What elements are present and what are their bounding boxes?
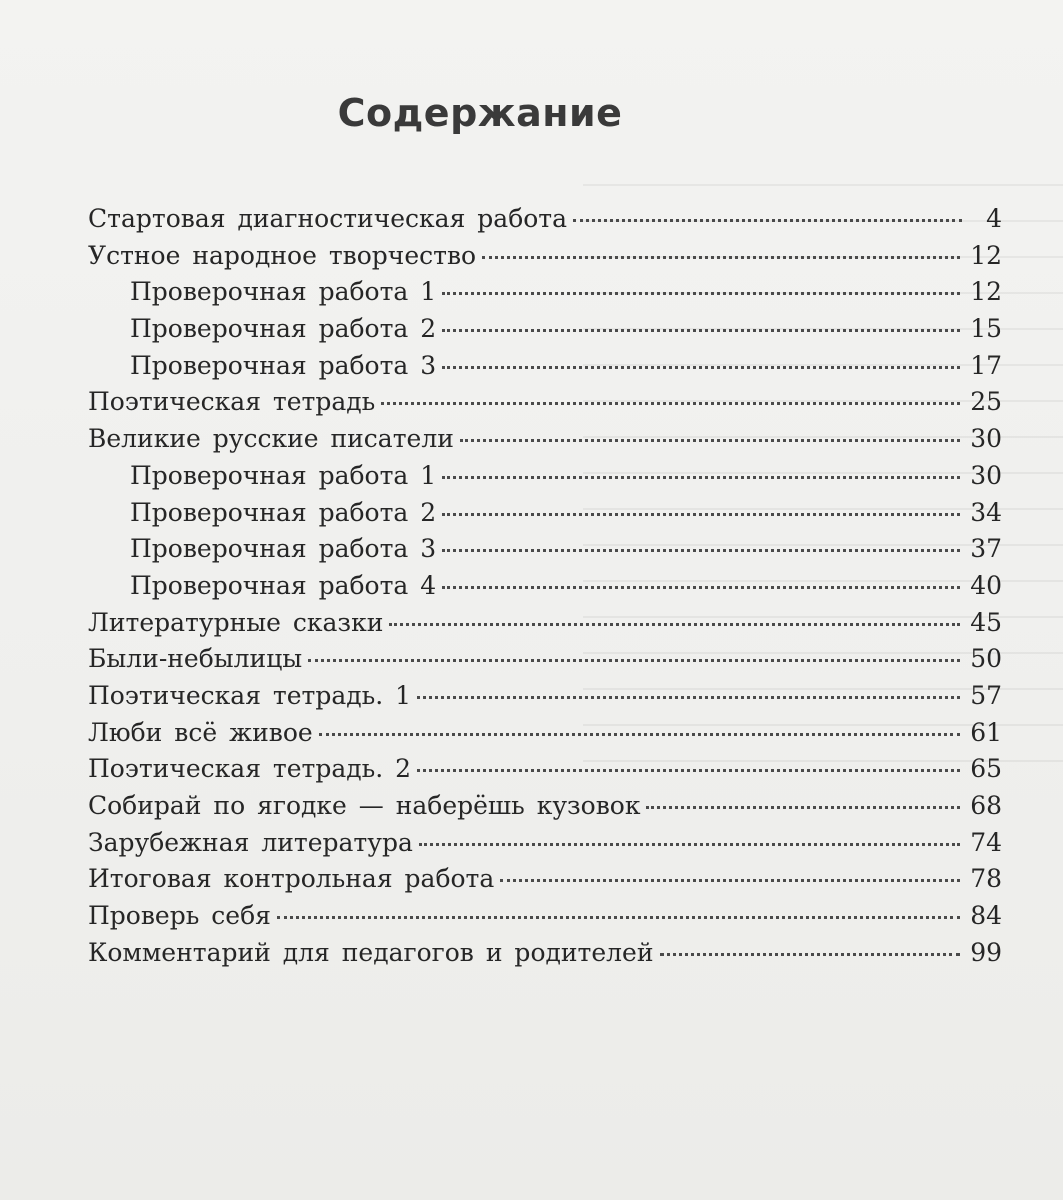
toc-entry	[88, 241, 1002, 278]
table-of-contents	[88, 204, 1002, 974]
toc-page-number: 50	[970, 644, 1002, 674]
toc-entry	[88, 938, 1002, 975]
toc-entry-label: Великие русские писатели	[88, 424, 454, 454]
toc-page-number: 37	[970, 534, 1002, 564]
toc-subentry	[88, 498, 1002, 535]
toc-page-number: 17	[970, 350, 1002, 380]
dot-leader	[442, 586, 960, 589]
toc-page-number: 65	[970, 754, 1002, 784]
toc-page-number: 99	[970, 937, 1002, 967]
toc-page-number: 30	[970, 424, 1002, 454]
toc-entry-label: Проверочная работа 3	[130, 534, 437, 564]
toc-entry-label: Итоговая контрольная работа	[88, 864, 495, 894]
toc-entry	[88, 204, 1002, 241]
toc-entry	[88, 828, 1002, 865]
dot-leader	[500, 879, 960, 882]
toc-entry-label: Проверь себя	[88, 901, 271, 931]
dot-leader	[442, 513, 960, 516]
toc-entry	[88, 754, 1002, 791]
toc-entry-label: Поэтическая тетрадь. 2	[88, 754, 412, 784]
toc-entry-label: Проверочная работа 2	[130, 314, 437, 344]
dot-leader	[442, 329, 960, 332]
page-title: Содержание	[337, 91, 623, 136]
dot-leader	[442, 549, 960, 552]
toc-entry	[88, 681, 1002, 718]
dot-leader	[442, 366, 960, 369]
toc-entry-label: Проверочная работа 2	[130, 497, 437, 527]
dot-leader	[319, 733, 961, 736]
toc-page-number: 68	[970, 791, 1002, 820]
toc-subentry	[88, 277, 1002, 314]
dot-leader	[417, 769, 960, 772]
toc-subentry	[88, 571, 1002, 608]
toc-page-number: 61	[970, 717, 1002, 747]
dot-leader	[442, 292, 960, 295]
dot-leader	[417, 696, 960, 699]
toc-entry	[88, 608, 1002, 645]
toc-page-number: 4	[986, 204, 1002, 233]
toc-page-number: 12	[970, 240, 1002, 270]
dot-leader	[482, 256, 960, 259]
dot-leader	[646, 806, 960, 809]
toc-entry	[88, 387, 1002, 424]
dot-leader	[389, 623, 960, 626]
toc-entry-label: Поэтическая тетрадь	[88, 387, 376, 417]
toc-page-number: 40	[970, 570, 1002, 600]
toc-page-number: 74	[970, 827, 1002, 857]
toc-entry-label: Собирай по ягодке — наберёшь кузовок	[88, 791, 641, 820]
toc-entry	[88, 644, 1002, 681]
toc-page-number: 12	[970, 277, 1002, 307]
toc-entry	[88, 791, 1002, 828]
toc-subentry	[88, 314, 1002, 351]
toc-entry-label: Проверочная работа 1	[130, 277, 437, 307]
toc-page-number: 15	[970, 314, 1002, 344]
toc-entry	[88, 424, 1002, 461]
toc-subentry	[88, 534, 1002, 571]
dot-leader	[308, 659, 960, 662]
toc-entry-label: Проверочная работа 3	[130, 350, 437, 380]
dot-leader	[460, 439, 960, 442]
toc-entry-label: Поэтическая тетрадь. 1	[88, 680, 412, 710]
dot-leader	[573, 219, 962, 222]
toc-subentry	[88, 461, 1002, 498]
toc-entry-label: Зарубежная литература	[88, 827, 413, 857]
toc-entry-label: Стартовая диагностическая работа	[88, 204, 568, 233]
dot-leader	[442, 476, 960, 479]
toc-page-number: 34	[970, 497, 1002, 527]
toc-page-number: 57	[970, 680, 1002, 710]
toc-entry-label: Литературные сказки	[88, 607, 384, 637]
toc-page-number: 25	[970, 387, 1002, 417]
toc-subentry	[88, 351, 1002, 388]
toc-page-number: 45	[970, 607, 1002, 637]
toc-entry-label: Были-небылицы	[88, 644, 303, 674]
dot-leader	[277, 916, 960, 919]
dot-leader	[419, 843, 960, 846]
toc-entry-label: Люби всё живое	[88, 717, 313, 747]
toc-entry-label: Проверочная работа 1	[130, 460, 437, 490]
toc-entry-label: Комментарий для педагогов и родителей	[88, 937, 654, 967]
toc-entry	[88, 718, 1002, 755]
toc-entry-label: Проверочная работа 4	[130, 570, 437, 600]
toc-entry	[88, 901, 1002, 938]
toc-page-number: 84	[970, 901, 1002, 931]
toc-page-number: 30	[970, 460, 1002, 490]
dot-leader	[381, 402, 960, 405]
toc-page-number: 78	[970, 864, 1002, 894]
toc-entry	[88, 864, 1002, 901]
toc-entry-label: Устное народное творчество	[88, 240, 477, 270]
dot-leader	[660, 953, 961, 956]
